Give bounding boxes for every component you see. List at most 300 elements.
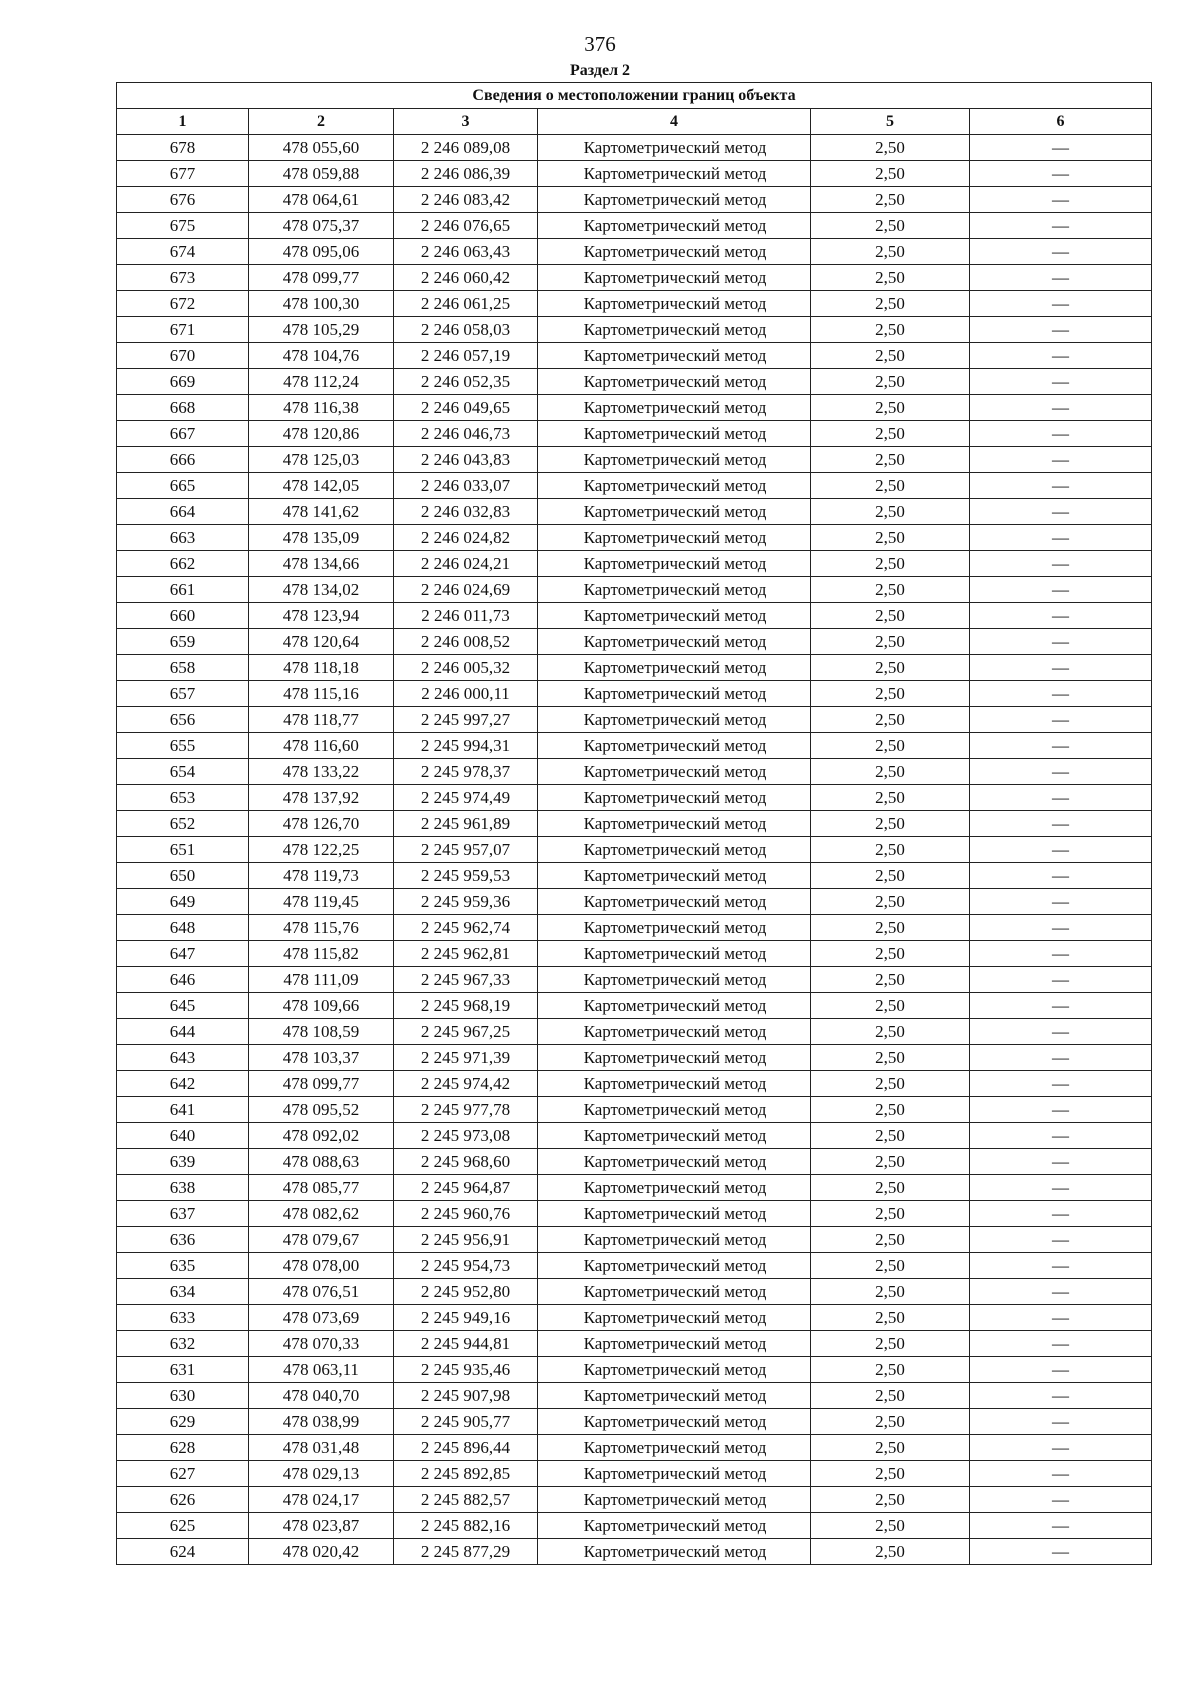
table-row [117, 317, 1152, 343]
cell-coordinate-y: 2 246 086,39 [394, 161, 538, 187]
cell-method: Картометрический метод [538, 915, 811, 941]
cell-accuracy: 2,50 [811, 291, 970, 317]
table-row [117, 265, 1152, 291]
cell-coordinate-y: 2 245 968,60 [394, 1149, 538, 1175]
table-row [117, 1175, 1152, 1201]
cell-note: — [970, 1253, 1152, 1279]
cell-note: — [970, 1409, 1152, 1435]
cell-coordinate-x: 478 122,25 [249, 837, 394, 863]
cell-accuracy: 2,50 [811, 395, 970, 421]
cell-point-number: 678 [117, 135, 249, 161]
cell-note: — [970, 447, 1152, 473]
table-row [117, 1201, 1152, 1227]
cell-note: — [970, 291, 1152, 317]
cell-method: Картометрический метод [538, 889, 811, 915]
cell-coordinate-y: 2 246 061,25 [394, 291, 538, 317]
cell-coordinate-x: 478 099,77 [249, 265, 394, 291]
cell-coordinate-y: 2 246 049,65 [394, 395, 538, 421]
table-row [117, 1123, 1152, 1149]
cell-point-number: 650 [117, 863, 249, 889]
cell-note: — [970, 915, 1152, 941]
cell-accuracy: 2,50 [811, 317, 970, 343]
cell-accuracy: 2,50 [811, 681, 970, 707]
cell-note: — [970, 1045, 1152, 1071]
table-row [117, 1305, 1152, 1331]
cell-coordinate-x: 478 055,60 [249, 135, 394, 161]
cell-point-number: 624 [117, 1539, 249, 1565]
cell-method: Картометрический метод [538, 1045, 811, 1071]
cell-point-number: 637 [117, 1201, 249, 1227]
cell-note: — [970, 421, 1152, 447]
cell-accuracy: 2,50 [811, 1201, 970, 1227]
table-row [117, 1279, 1152, 1305]
cell-note: — [970, 733, 1152, 759]
cell-coordinate-x: 478 023,87 [249, 1513, 394, 1539]
column-header-5: 5 [811, 109, 970, 135]
cell-note: — [970, 1279, 1152, 1305]
section-title: Раздел 2 [569, 62, 631, 79]
cell-point-number: 629 [117, 1409, 249, 1435]
cell-coordinate-y: 2 246 005,32 [394, 655, 538, 681]
cell-coordinate-y: 2 245 967,33 [394, 967, 538, 993]
cell-point-number: 655 [117, 733, 249, 759]
cell-coordinate-y: 2 245 949,16 [394, 1305, 538, 1331]
cell-coordinate-y: 2 246 076,65 [394, 213, 538, 239]
cell-coordinate-y: 2 245 961,89 [394, 811, 538, 837]
cell-note: — [970, 525, 1152, 551]
cell-coordinate-y: 2 245 954,73 [394, 1253, 538, 1279]
cell-method: Картометрический метод [538, 1019, 811, 1045]
boundary-coordinates-table [116, 82, 1152, 1565]
cell-coordinate-y: 2 245 978,37 [394, 759, 538, 785]
cell-method: Картометрический метод [538, 213, 811, 239]
cell-coordinate-y: 2 245 882,57 [394, 1487, 538, 1513]
cell-method: Картометрический метод [538, 187, 811, 213]
table-row [117, 421, 1152, 447]
cell-point-number: 677 [117, 161, 249, 187]
cell-note: — [970, 1513, 1152, 1539]
table-row [117, 395, 1152, 421]
cell-note: — [970, 811, 1152, 837]
table-row [117, 889, 1152, 915]
cell-accuracy: 2,50 [811, 1227, 970, 1253]
cell-coordinate-y: 2 245 892,85 [394, 1461, 538, 1487]
cell-point-number: 630 [117, 1383, 249, 1409]
cell-method: Картометрический метод [538, 681, 811, 707]
cell-point-number: 661 [117, 577, 249, 603]
cell-coordinate-y: 2 245 882,16 [394, 1513, 538, 1539]
cell-accuracy: 2,50 [811, 837, 970, 863]
cell-method: Картометрический метод [538, 1149, 811, 1175]
cell-method: Картометрический метод [538, 1097, 811, 1123]
cell-coordinate-x: 478 120,86 [249, 421, 394, 447]
cell-accuracy: 2,50 [811, 1357, 970, 1383]
table-row [117, 1149, 1152, 1175]
table-row [117, 941, 1152, 967]
table-row [117, 1435, 1152, 1461]
cell-coordinate-y: 2 245 952,80 [394, 1279, 538, 1305]
cell-point-number: 652 [117, 811, 249, 837]
cell-method: Картометрический метод [538, 161, 811, 187]
cell-accuracy: 2,50 [811, 577, 970, 603]
cell-coordinate-x: 478 024,17 [249, 1487, 394, 1513]
cell-method: Картометрический метод [538, 837, 811, 863]
cell-coordinate-x: 478 119,73 [249, 863, 394, 889]
cell-coordinate-x: 478 079,67 [249, 1227, 394, 1253]
cell-coordinate-y: 2 246 024,69 [394, 577, 538, 603]
cell-point-number: 676 [117, 187, 249, 213]
cell-point-number: 669 [117, 369, 249, 395]
cell-coordinate-y: 2 246 060,42 [394, 265, 538, 291]
cell-coordinate-x: 478 134,66 [249, 551, 394, 577]
cell-method: Картометрический метод [538, 1123, 811, 1149]
cell-coordinate-y: 2 246 046,73 [394, 421, 538, 447]
cell-coordinate-x: 478 020,42 [249, 1539, 394, 1565]
table-row [117, 1019, 1152, 1045]
cell-point-number: 651 [117, 837, 249, 863]
cell-accuracy: 2,50 [811, 1253, 970, 1279]
cell-point-number: 664 [117, 499, 249, 525]
table-row [117, 239, 1152, 265]
table-row [117, 1045, 1152, 1071]
cell-method: Картометрический метод [538, 863, 811, 889]
cell-method: Картометрический метод [538, 343, 811, 369]
table-row [117, 135, 1152, 161]
cell-accuracy: 2,50 [811, 967, 970, 993]
cell-coordinate-x: 478 120,64 [249, 629, 394, 655]
cell-point-number: 634 [117, 1279, 249, 1305]
cell-coordinate-y: 2 245 959,53 [394, 863, 538, 889]
cell-accuracy: 2,50 [811, 1045, 970, 1071]
cell-method: Картометрический метод [538, 1461, 811, 1487]
cell-coordinate-y: 2 245 964,87 [394, 1175, 538, 1201]
cell-note: — [970, 1175, 1152, 1201]
cell-note: — [970, 551, 1152, 577]
cell-method: Картометрический метод [538, 369, 811, 395]
cell-accuracy: 2,50 [811, 551, 970, 577]
cell-note: — [970, 1357, 1152, 1383]
cell-coordinate-y: 2 246 057,19 [394, 343, 538, 369]
table-row [117, 785, 1152, 811]
cell-point-number: 659 [117, 629, 249, 655]
cell-accuracy: 2,50 [811, 161, 970, 187]
cell-coordinate-x: 478 099,77 [249, 1071, 394, 1097]
cell-coordinate-x: 478 078,00 [249, 1253, 394, 1279]
table-row [117, 1227, 1152, 1253]
cell-coordinate-y: 2 246 024,21 [394, 551, 538, 577]
cell-method: Картометрический метод [538, 499, 811, 525]
table-row [117, 967, 1152, 993]
table-row [117, 1331, 1152, 1357]
cell-method: Картометрический метод [538, 1227, 811, 1253]
cell-point-number: 627 [117, 1461, 249, 1487]
cell-note: — [970, 473, 1152, 499]
cell-point-number: 663 [117, 525, 249, 551]
table-row [117, 1409, 1152, 1435]
cell-method: Картометрический метод [538, 733, 811, 759]
cell-note: — [970, 395, 1152, 421]
cell-note: — [970, 889, 1152, 915]
cell-method: Картометрический метод [538, 473, 811, 499]
table-row [117, 213, 1152, 239]
cell-method: Картометрический метод [538, 525, 811, 551]
cell-coordinate-x: 478 070,33 [249, 1331, 394, 1357]
cell-note: — [970, 863, 1152, 889]
cell-coordinate-y: 2 245 877,29 [394, 1539, 538, 1565]
cell-note: — [970, 681, 1152, 707]
table-row [117, 603, 1152, 629]
cell-coordinate-y: 2 245 960,76 [394, 1201, 538, 1227]
cell-coordinate-x: 478 038,99 [249, 1409, 394, 1435]
table-row [117, 1383, 1152, 1409]
cell-point-number: 673 [117, 265, 249, 291]
cell-method: Картометрический метод [538, 1409, 811, 1435]
cell-coordinate-x: 478 029,13 [249, 1461, 394, 1487]
cell-accuracy: 2,50 [811, 1305, 970, 1331]
cell-note: — [970, 1123, 1152, 1149]
cell-coordinate-y: 2 245 971,39 [394, 1045, 538, 1071]
column-header-4: 4 [538, 109, 811, 135]
cell-coordinate-y: 2 246 008,52 [394, 629, 538, 655]
cell-note: — [970, 1487, 1152, 1513]
table-row [117, 369, 1152, 395]
cell-note: — [970, 343, 1152, 369]
table-row [117, 291, 1152, 317]
cell-point-number: 668 [117, 395, 249, 421]
table-row [117, 187, 1152, 213]
cell-accuracy: 2,50 [811, 811, 970, 837]
cell-coordinate-x: 478 031,48 [249, 1435, 394, 1461]
cell-accuracy: 2,50 [811, 915, 970, 941]
cell-coordinate-y: 2 245 956,91 [394, 1227, 538, 1253]
cell-note: — [970, 993, 1152, 1019]
table-row [117, 525, 1152, 551]
cell-coordinate-y: 2 245 967,25 [394, 1019, 538, 1045]
cell-accuracy: 2,50 [811, 447, 970, 473]
cell-note: — [970, 1331, 1152, 1357]
table-row [117, 499, 1152, 525]
cell-accuracy: 2,50 [811, 629, 970, 655]
cell-point-number: 639 [117, 1149, 249, 1175]
cell-point-number: 675 [117, 213, 249, 239]
cell-accuracy: 2,50 [811, 1513, 970, 1539]
cell-method: Картометрический метод [538, 291, 811, 317]
cell-method: Картометрический метод [538, 941, 811, 967]
cell-point-number: 667 [117, 421, 249, 447]
table-row [117, 473, 1152, 499]
cell-accuracy: 2,50 [811, 1175, 970, 1201]
cell-coordinate-y: 2 245 962,81 [394, 941, 538, 967]
cell-point-number: 631 [117, 1357, 249, 1383]
cell-point-number: 649 [117, 889, 249, 915]
table-row [117, 551, 1152, 577]
cell-coordinate-y: 2 245 968,19 [394, 993, 538, 1019]
cell-method: Картометрический метод [538, 1305, 811, 1331]
cell-point-number: 628 [117, 1435, 249, 1461]
cell-accuracy: 2,50 [811, 733, 970, 759]
table-row [117, 993, 1152, 1019]
table-row [117, 1539, 1152, 1565]
cell-point-number: 643 [117, 1045, 249, 1071]
cell-coordinate-y: 2 246 058,03 [394, 317, 538, 343]
cell-note: — [970, 785, 1152, 811]
cell-note: — [970, 1149, 1152, 1175]
cell-method: Картометрический метод [538, 1357, 811, 1383]
cell-note: — [970, 759, 1152, 785]
cell-coordinate-x: 478 116,38 [249, 395, 394, 421]
cell-accuracy: 2,50 [811, 993, 970, 1019]
cell-accuracy: 2,50 [811, 499, 970, 525]
cell-accuracy: 2,50 [811, 1383, 970, 1409]
cell-method: Картометрический метод [538, 317, 811, 343]
cell-note: — [970, 1305, 1152, 1331]
cell-coordinate-x: 478 135,09 [249, 525, 394, 551]
column-header-6: 6 [970, 109, 1152, 135]
table-header-row [117, 109, 1152, 135]
cell-coordinate-x: 478 104,76 [249, 343, 394, 369]
cell-coordinate-x: 478 115,16 [249, 681, 394, 707]
table-row [117, 1097, 1152, 1123]
cell-point-number: 647 [117, 941, 249, 967]
cell-accuracy: 2,50 [811, 525, 970, 551]
cell-accuracy: 2,50 [811, 889, 970, 915]
cell-method: Картометрический метод [538, 811, 811, 837]
cell-note: — [970, 941, 1152, 967]
cell-coordinate-y: 2 246 052,35 [394, 369, 538, 395]
cell-method: Картометрический метод [538, 1487, 811, 1513]
cell-note: — [970, 213, 1152, 239]
table-row [117, 655, 1152, 681]
cell-coordinate-x: 478 134,02 [249, 577, 394, 603]
cell-coordinate-x: 478 133,22 [249, 759, 394, 785]
cell-method: Картометрический метод [538, 603, 811, 629]
cell-point-number: 646 [117, 967, 249, 993]
cell-coordinate-x: 478 123,94 [249, 603, 394, 629]
cell-coordinate-x: 478 040,70 [249, 1383, 394, 1409]
cell-point-number: 653 [117, 785, 249, 811]
cell-method: Картометрический метод [538, 1201, 811, 1227]
table-row [117, 1513, 1152, 1539]
cell-accuracy: 2,50 [811, 1149, 970, 1175]
cell-coordinate-x: 478 063,11 [249, 1357, 394, 1383]
cell-coordinate-y: 2 245 959,36 [394, 889, 538, 915]
cell-method: Картометрический метод [538, 447, 811, 473]
cell-coordinate-y: 2 245 994,31 [394, 733, 538, 759]
cell-coordinate-y: 2 245 974,42 [394, 1071, 538, 1097]
cell-coordinate-x: 478 119,45 [249, 889, 394, 915]
cell-coordinate-x: 478 111,09 [249, 967, 394, 993]
table-row [117, 1071, 1152, 1097]
cell-note: — [970, 1097, 1152, 1123]
cell-coordinate-x: 478 141,62 [249, 499, 394, 525]
cell-coordinate-x: 478 073,69 [249, 1305, 394, 1331]
cell-method: Картометрический метод [538, 135, 811, 161]
cell-method: Картометрический метод [538, 1539, 811, 1565]
column-header-2: 2 [249, 109, 394, 135]
cell-point-number: 665 [117, 473, 249, 499]
cell-method: Картометрический метод [538, 1175, 811, 1201]
cell-accuracy: 2,50 [811, 1279, 970, 1305]
cell-coordinate-y: 2 246 033,07 [394, 473, 538, 499]
cell-coordinate-x: 478 095,52 [249, 1097, 394, 1123]
cell-coordinate-x: 478 088,63 [249, 1149, 394, 1175]
cell-method: Картометрический метод [538, 967, 811, 993]
cell-point-number: 638 [117, 1175, 249, 1201]
cell-coordinate-x: 478 105,29 [249, 317, 394, 343]
cell-point-number: 642 [117, 1071, 249, 1097]
table-row [117, 629, 1152, 655]
table-row [117, 1253, 1152, 1279]
cell-accuracy: 2,50 [811, 1123, 970, 1149]
cell-accuracy: 2,50 [811, 863, 970, 889]
cell-point-number: 625 [117, 1513, 249, 1539]
cell-accuracy: 2,50 [811, 473, 970, 499]
cell-coordinate-x: 478 118,77 [249, 707, 394, 733]
cell-point-number: 658 [117, 655, 249, 681]
table-row [117, 759, 1152, 785]
cell-note: — [970, 317, 1152, 343]
cell-method: Картометрический метод [538, 577, 811, 603]
cell-coordinate-y: 2 246 043,83 [394, 447, 538, 473]
cell-accuracy: 2,50 [811, 135, 970, 161]
cell-note: — [970, 1383, 1152, 1409]
cell-coordinate-y: 2 245 973,08 [394, 1123, 538, 1149]
cell-accuracy: 2,50 [811, 759, 970, 785]
table-row [117, 577, 1152, 603]
cell-coordinate-x: 478 115,76 [249, 915, 394, 941]
cell-coordinate-x: 478 116,60 [249, 733, 394, 759]
cell-coordinate-y: 2 246 063,43 [394, 239, 538, 265]
cell-note: — [970, 1227, 1152, 1253]
cell-point-number: 672 [117, 291, 249, 317]
column-header-3: 3 [394, 109, 538, 135]
cell-point-number: 657 [117, 681, 249, 707]
cell-point-number: 626 [117, 1487, 249, 1513]
cell-accuracy: 2,50 [811, 1461, 970, 1487]
cell-note: — [970, 655, 1152, 681]
cell-note: — [970, 265, 1152, 291]
cell-method: Картометрический метод [538, 655, 811, 681]
cell-coordinate-x: 478 082,62 [249, 1201, 394, 1227]
cell-accuracy: 2,50 [811, 369, 970, 395]
cell-point-number: 645 [117, 993, 249, 1019]
table-row [117, 1357, 1152, 1383]
cell-note: — [970, 1071, 1152, 1097]
table-row [117, 915, 1152, 941]
cell-point-number: 635 [117, 1253, 249, 1279]
cell-method: Картометрический метод [538, 629, 811, 655]
cell-note: — [970, 499, 1152, 525]
cell-accuracy: 2,50 [811, 655, 970, 681]
cell-method: Картометрический метод [538, 239, 811, 265]
table-row [117, 161, 1152, 187]
cell-accuracy: 2,50 [811, 265, 970, 291]
cell-coordinate-x: 478 092,02 [249, 1123, 394, 1149]
cell-coordinate-x: 478 137,92 [249, 785, 394, 811]
cell-accuracy: 2,50 [811, 1409, 970, 1435]
cell-point-number: 654 [117, 759, 249, 785]
cell-note: — [970, 967, 1152, 993]
cell-coordinate-y: 2 246 083,42 [394, 187, 538, 213]
cell-accuracy: 2,50 [811, 941, 970, 967]
cell-method: Картометрический метод [538, 1513, 811, 1539]
cell-method: Картометрический метод [538, 265, 811, 291]
cell-note: — [970, 837, 1152, 863]
page-number: 376 [584, 32, 616, 56]
cell-note: — [970, 1461, 1152, 1487]
cell-accuracy: 2,50 [811, 187, 970, 213]
cell-note: — [970, 239, 1152, 265]
